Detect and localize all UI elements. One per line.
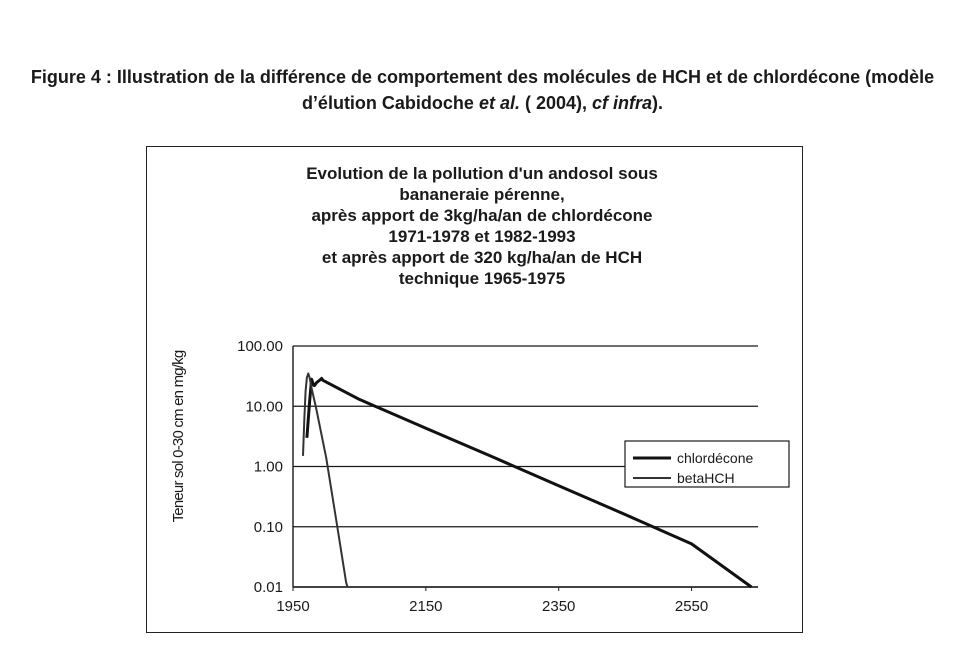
legend-label: chlordécone [677, 450, 754, 466]
caption-year: ( 2004), [519, 93, 593, 113]
caption-et-al: et al. [478, 93, 520, 113]
caption-cf-infra: cf infra [592, 93, 653, 113]
chart-title-line: bananeraie pérenne, [399, 185, 565, 204]
chart-title-line: après apport de 3kg/ha/an de chlordécone [311, 206, 653, 225]
chart-title-line: technique 1965-1975 [398, 269, 566, 288]
chart-title-line: Evolution de la pollution d'un andosol sous [306, 164, 658, 183]
x-tick-label: 2550 [674, 598, 709, 615]
y-tick-label: 1.00 [253, 458, 283, 476]
chart-frame [146, 146, 803, 633]
y-tick-label: 10.00 [245, 398, 283, 416]
chart-title-line: et après apport de 320 kg/ha/an de HCH [321, 248, 643, 267]
figure-caption [20, 64, 945, 116]
chart-title [306, 164, 658, 288]
y-tick-label: 0.10 [253, 518, 283, 536]
legend [625, 441, 789, 487]
y-axis-title [170, 350, 187, 522]
legend-label: betaHCH [677, 470, 735, 486]
x-tick-label: 1950 [276, 598, 310, 615]
x-tick-label: 2350 [542, 598, 576, 615]
caption-text: Figure 4 : Illustration de la différence de comportement des molécules de HCH et de chlordécone (modèle d’élution Cabidoche [30, 67, 935, 113]
y-tick-label: 0.01 [253, 579, 283, 596]
chart-title-line: 1971-1978 et 1982-1993 [388, 227, 576, 246]
y-axis-title-text: Teneur sol 0-30 cm en mg/kg [170, 350, 187, 523]
caption-end: ). [652, 93, 664, 113]
x-tick-label: 2150 [409, 598, 443, 615]
chart [147, 147, 804, 634]
y-tick-label: 100.00 [237, 338, 283, 355]
